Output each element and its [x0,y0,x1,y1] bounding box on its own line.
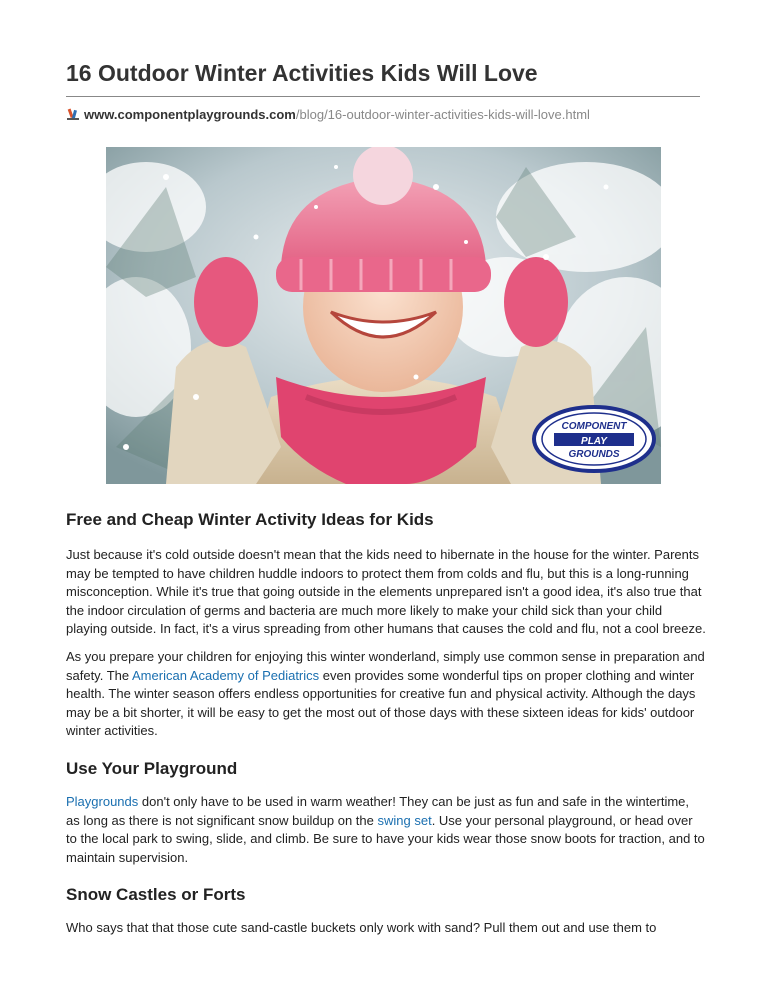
aap-link[interactable]: American Academy of Pediatrics [132,667,320,683]
article-body [66,510,706,938]
hero-image [106,147,661,484]
section-heading-intro: Free and Cheap Winter Activity Ideas for Kids [66,510,434,529]
playgrounds-link[interactable]: Playgrounds [66,793,139,809]
source-path[interactable]: /blog/16-outdoor-winter-activities-kids-will-love.html [295,107,590,122]
section-heading-playground: Use Your Playground [66,758,238,778]
site-favicon-icon [66,107,80,121]
title-divider [66,96,700,97]
logo-line1: COMPONENT [561,421,627,432]
source-domain[interactable]: www.componentplaygrounds.com [84,107,296,122]
intro-paragraph-1: Just because it's cold outside doesn't mean that the kids need to hibernate in the house for the winter. Parents may be tempted to have children huddle indoors to protect them from colds and flu, but this is a long-running misconception. While it's true that going outside in the elements unprepared isn't a good idea, it's also true that the indoor circulation of germs and bacteria are much more likely to make your child sick than your child playing outside. In fact, it's a virus spreading from other humans that causes the cold and flu, not a cool breeze. [66,547,706,637]
swing-set-link[interactable]: swing set [377,812,432,828]
castles-paragraph: Who says that that those cute sand-castle buckets only work with sand? Pull them out and use them to [66,920,657,936]
section-heading-castles: Snow Castles or Forts [66,885,246,905]
intro-paragraph-2: As you prepare your children for enjoying this winter wonderland, simply use common sense in preparation and safety. The American Academy of Pediatrics even provides some wonderful tips on proper clothing and winter health. The winter season offers endless opportunities for creative fun and physical activity. Although the days may be a bit shorter, it will be easy to get the most out of those days with these sixteen ideas for kids' outdoor winter activities. [66,648,705,739]
page-title: 16 Outdoor Winter Activities Kids Will Love [66,60,538,86]
logo-line3: GROUNDS [568,449,620,460]
source-url[interactable] [66,107,590,122]
logo-line2: PLAY [581,436,607,447]
playground-paragraph: Playgrounds don't only have to be used in warm weather! They can be just as fun and safe in the wintertime, as long as there is not significant snow buildup on the swing set. Use your personal playground, or head over to the local park to swing, slide, and climb. Be sure to have your kids wear those snow boots for traction, and to maintain supervision. [66,793,705,865]
